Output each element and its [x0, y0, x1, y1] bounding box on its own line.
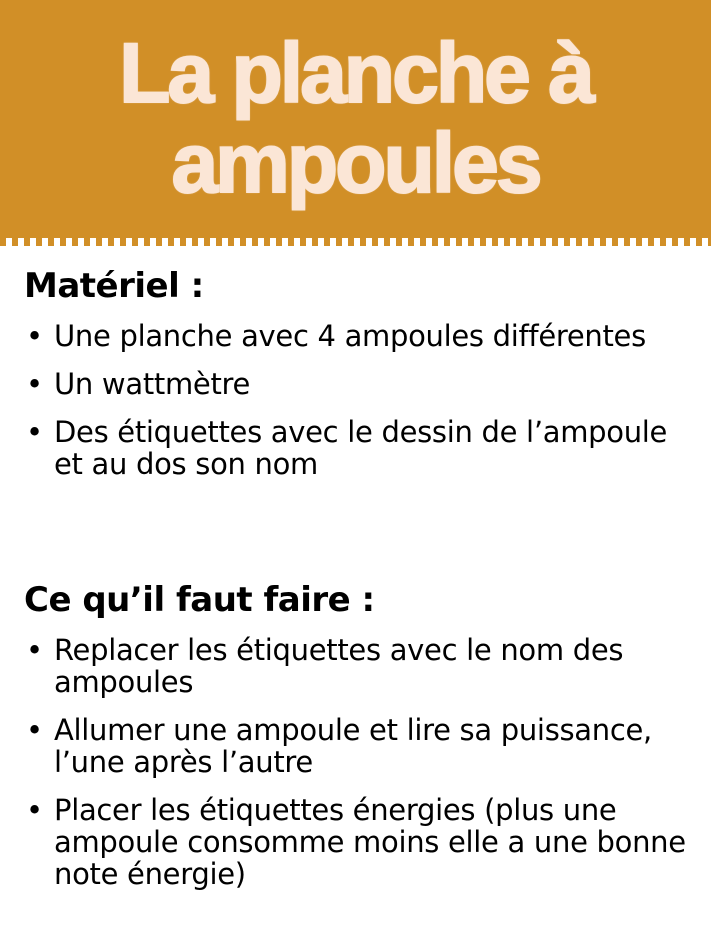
bullet-icon: • — [26, 415, 43, 449]
list-item-text: Allumer une ampoule et lire sa puissance, l’une après l’autre — [54, 713, 652, 779]
list-item — [24, 634, 694, 698]
title-banner — [0, 0, 711, 238]
instructions-heading: Ce qu’il faut faire : — [24, 580, 375, 620]
bullet-icon: • — [26, 367, 43, 401]
list-item-text: Placer les étiquettes énergies (plus une ampoule consomme moins elle a une bonne note énergie) — [54, 793, 686, 891]
banner-dashed-edge — [0, 238, 711, 246]
list-item-text: Des étiquettes avec le dessin de l’ampoule et au dos son nom — [54, 415, 668, 481]
list-item — [24, 416, 694, 480]
list-item — [24, 714, 694, 778]
bullet-icon: • — [26, 793, 43, 827]
bullet-icon: • — [26, 713, 43, 747]
instructions-list — [24, 634, 694, 906]
materiel-list — [24, 320, 694, 496]
materiel-heading: Matériel : — [24, 266, 204, 306]
list-item — [24, 320, 694, 352]
list-item-text: Un wattmètre — [54, 367, 251, 401]
list-item — [24, 794, 694, 890]
bullet-icon: • — [26, 319, 43, 353]
list-item — [24, 368, 694, 400]
bullet-icon: • — [26, 633, 43, 667]
list-item-text: Replacer les étiquettes avec le nom des ampoules — [54, 633, 624, 699]
list-item-text: Une planche avec 4 ampoules différentes — [54, 319, 646, 353]
page-title: La planche à ampoules — [119, 26, 592, 210]
